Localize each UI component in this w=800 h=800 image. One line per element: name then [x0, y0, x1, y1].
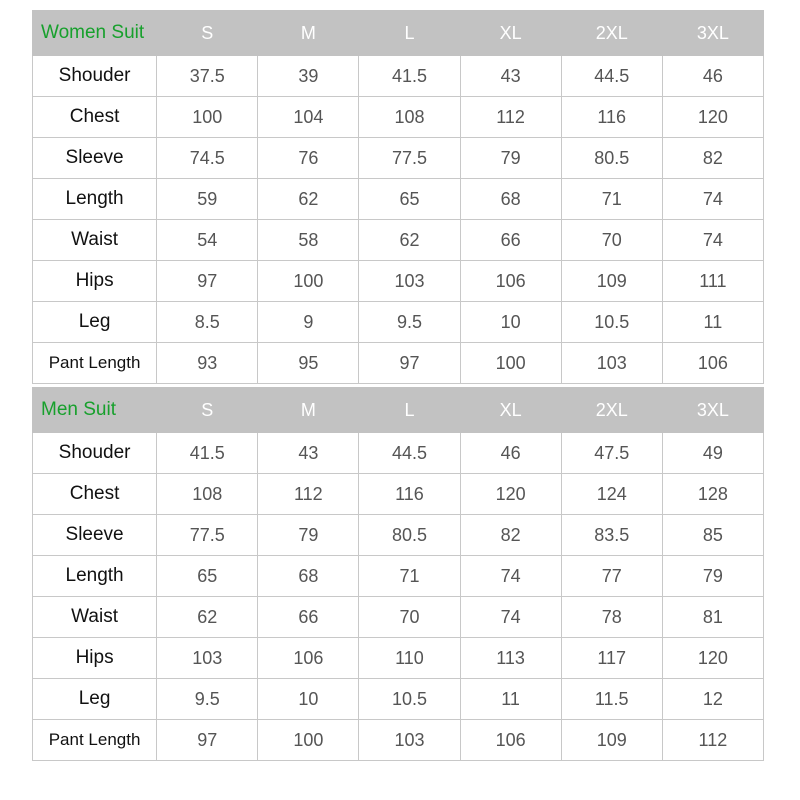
table-row: [33, 343, 764, 384]
row-label: Chest: [33, 97, 157, 138]
row-label: Length: [33, 179, 157, 220]
measurement-cell: 43: [258, 433, 359, 474]
measurement-cell: 80.5: [561, 138, 662, 179]
size-header-2xl: 2XL: [561, 11, 662, 56]
women-header-row: [33, 11, 764, 56]
size-header-3xl: 3XL: [662, 388, 763, 433]
table-row: [33, 261, 764, 302]
measurement-cell: 77: [561, 556, 662, 597]
measurement-cell: 37.5: [157, 56, 258, 97]
measurement-cell: 44.5: [359, 433, 460, 474]
measurement-cell: 120: [460, 474, 561, 515]
measurement-cell: 103: [359, 261, 460, 302]
measurement-cell: 8.5: [157, 302, 258, 343]
table-row: [33, 515, 764, 556]
measurement-cell: 77.5: [359, 138, 460, 179]
measurement-cell: 12: [662, 679, 763, 720]
table-row: [33, 720, 764, 761]
measurement-cell: 103: [157, 638, 258, 679]
table-row: [33, 97, 764, 138]
table-row: [33, 302, 764, 343]
measurement-cell: 74: [662, 179, 763, 220]
measurement-cell: 70: [359, 597, 460, 638]
measurement-cell: 85: [662, 515, 763, 556]
table-row: [33, 433, 764, 474]
men-size-table: [32, 387, 764, 761]
measurement-cell: 79: [662, 556, 763, 597]
row-label: Shouder: [33, 433, 157, 474]
table-row: [33, 638, 764, 679]
measurement-cell: 78: [561, 597, 662, 638]
measurement-cell: 116: [561, 97, 662, 138]
measurement-cell: 46: [662, 56, 763, 97]
measurement-cell: 82: [460, 515, 561, 556]
size-header-l: L: [359, 388, 460, 433]
measurement-cell: 39: [258, 56, 359, 97]
measurement-cell: 74: [460, 556, 561, 597]
measurement-cell: 74: [460, 597, 561, 638]
measurement-cell: 74: [662, 220, 763, 261]
measurement-cell: 11: [460, 679, 561, 720]
row-label: Shouder: [33, 56, 157, 97]
row-label: Pant Length: [33, 720, 157, 761]
measurement-cell: 70: [561, 220, 662, 261]
size-header-m: M: [258, 388, 359, 433]
measurement-cell: 111: [662, 261, 763, 302]
measurement-cell: 100: [157, 97, 258, 138]
measurement-cell: 112: [662, 720, 763, 761]
measurement-cell: 120: [662, 638, 763, 679]
measurement-cell: 62: [157, 597, 258, 638]
measurement-cell: 80.5: [359, 515, 460, 556]
measurement-cell: 79: [258, 515, 359, 556]
measurement-cell: 95: [258, 343, 359, 384]
row-label: Chest: [33, 474, 157, 515]
table-row: [33, 179, 764, 220]
table-row: [33, 220, 764, 261]
measurement-cell: 83.5: [561, 515, 662, 556]
measurement-cell: 108: [359, 97, 460, 138]
table-row: [33, 56, 764, 97]
row-label: Leg: [33, 679, 157, 720]
measurement-cell: 41.5: [157, 433, 258, 474]
measurement-cell: 10.5: [359, 679, 460, 720]
measurement-cell: 100: [258, 261, 359, 302]
measurement-cell: 46: [460, 433, 561, 474]
measurement-cell: 54: [157, 220, 258, 261]
measurement-cell: 71: [561, 179, 662, 220]
women-table-body: [33, 56, 764, 384]
row-label: Pant Length: [33, 343, 157, 384]
measurement-cell: 104: [258, 97, 359, 138]
measurement-cell: 62: [258, 179, 359, 220]
size-header-2xl: 2XL: [561, 388, 662, 433]
measurement-cell: 112: [258, 474, 359, 515]
row-label: Hips: [33, 261, 157, 302]
measurement-cell: 10.5: [561, 302, 662, 343]
size-header-l: L: [359, 11, 460, 56]
measurement-cell: 106: [460, 720, 561, 761]
measurement-cell: 71: [359, 556, 460, 597]
row-label: Length: [33, 556, 157, 597]
measurement-cell: 113: [460, 638, 561, 679]
measurement-cell: 49: [662, 433, 763, 474]
row-label: Sleeve: [33, 515, 157, 556]
row-label: Waist: [33, 597, 157, 638]
measurement-cell: 65: [157, 556, 258, 597]
measurement-cell: 93: [157, 343, 258, 384]
measurement-cell: 97: [157, 720, 258, 761]
measurement-cell: 106: [662, 343, 763, 384]
measurement-cell: 124: [561, 474, 662, 515]
measurement-cell: 47.5: [561, 433, 662, 474]
row-label: Leg: [33, 302, 157, 343]
measurement-cell: 43: [460, 56, 561, 97]
table-row: [33, 474, 764, 515]
row-label: Waist: [33, 220, 157, 261]
measurement-cell: 66: [460, 220, 561, 261]
table-row: [33, 679, 764, 720]
measurement-cell: 74.5: [157, 138, 258, 179]
measurement-cell: 76: [258, 138, 359, 179]
measurement-cell: 66: [258, 597, 359, 638]
table-row: [33, 556, 764, 597]
measurement-cell: 81: [662, 597, 763, 638]
table-row: [33, 597, 764, 638]
measurement-cell: 106: [258, 638, 359, 679]
measurement-cell: 108: [157, 474, 258, 515]
measurement-cell: 109: [561, 261, 662, 302]
measurement-cell: 116: [359, 474, 460, 515]
measurement-cell: 109: [561, 720, 662, 761]
table-row: [33, 138, 764, 179]
measurement-cell: 41.5: [359, 56, 460, 97]
measurement-cell: 77.5: [157, 515, 258, 556]
row-label: Sleeve: [33, 138, 157, 179]
measurement-cell: 100: [258, 720, 359, 761]
men-table-title: Men Suit: [33, 388, 157, 433]
measurement-cell: 65: [359, 179, 460, 220]
measurement-cell: 44.5: [561, 56, 662, 97]
measurement-cell: 106: [460, 261, 561, 302]
size-header-s: S: [157, 388, 258, 433]
measurement-cell: 79: [460, 138, 561, 179]
measurement-cell: 82: [662, 138, 763, 179]
measurement-cell: 11.5: [561, 679, 662, 720]
measurement-cell: 10: [460, 302, 561, 343]
measurement-cell: 68: [460, 179, 561, 220]
men-table-body: [33, 433, 764, 761]
men-header-row: [33, 388, 764, 433]
row-label: Hips: [33, 638, 157, 679]
measurement-cell: 62: [359, 220, 460, 261]
measurement-cell: 9.5: [359, 302, 460, 343]
measurement-cell: 117: [561, 638, 662, 679]
measurement-cell: 110: [359, 638, 460, 679]
measurement-cell: 112: [460, 97, 561, 138]
size-header-3xl: 3XL: [662, 11, 763, 56]
measurement-cell: 103: [359, 720, 460, 761]
measurement-cell: 128: [662, 474, 763, 515]
measurement-cell: 9: [258, 302, 359, 343]
size-header-m: M: [258, 11, 359, 56]
measurement-cell: 68: [258, 556, 359, 597]
measurement-cell: 11: [662, 302, 763, 343]
measurement-cell: 103: [561, 343, 662, 384]
women-size-table: [32, 10, 764, 384]
size-header-s: S: [157, 11, 258, 56]
measurement-cell: 100: [460, 343, 561, 384]
measurement-cell: 9.5: [157, 679, 258, 720]
women-table-title: Women Suit: [33, 11, 157, 56]
measurement-cell: 59: [157, 179, 258, 220]
size-header-xl: XL: [460, 388, 561, 433]
size-header-xl: XL: [460, 11, 561, 56]
measurement-cell: 58: [258, 220, 359, 261]
measurement-cell: 97: [359, 343, 460, 384]
measurement-cell: 97: [157, 261, 258, 302]
measurement-cell: 10: [258, 679, 359, 720]
measurement-cell: 120: [662, 97, 763, 138]
